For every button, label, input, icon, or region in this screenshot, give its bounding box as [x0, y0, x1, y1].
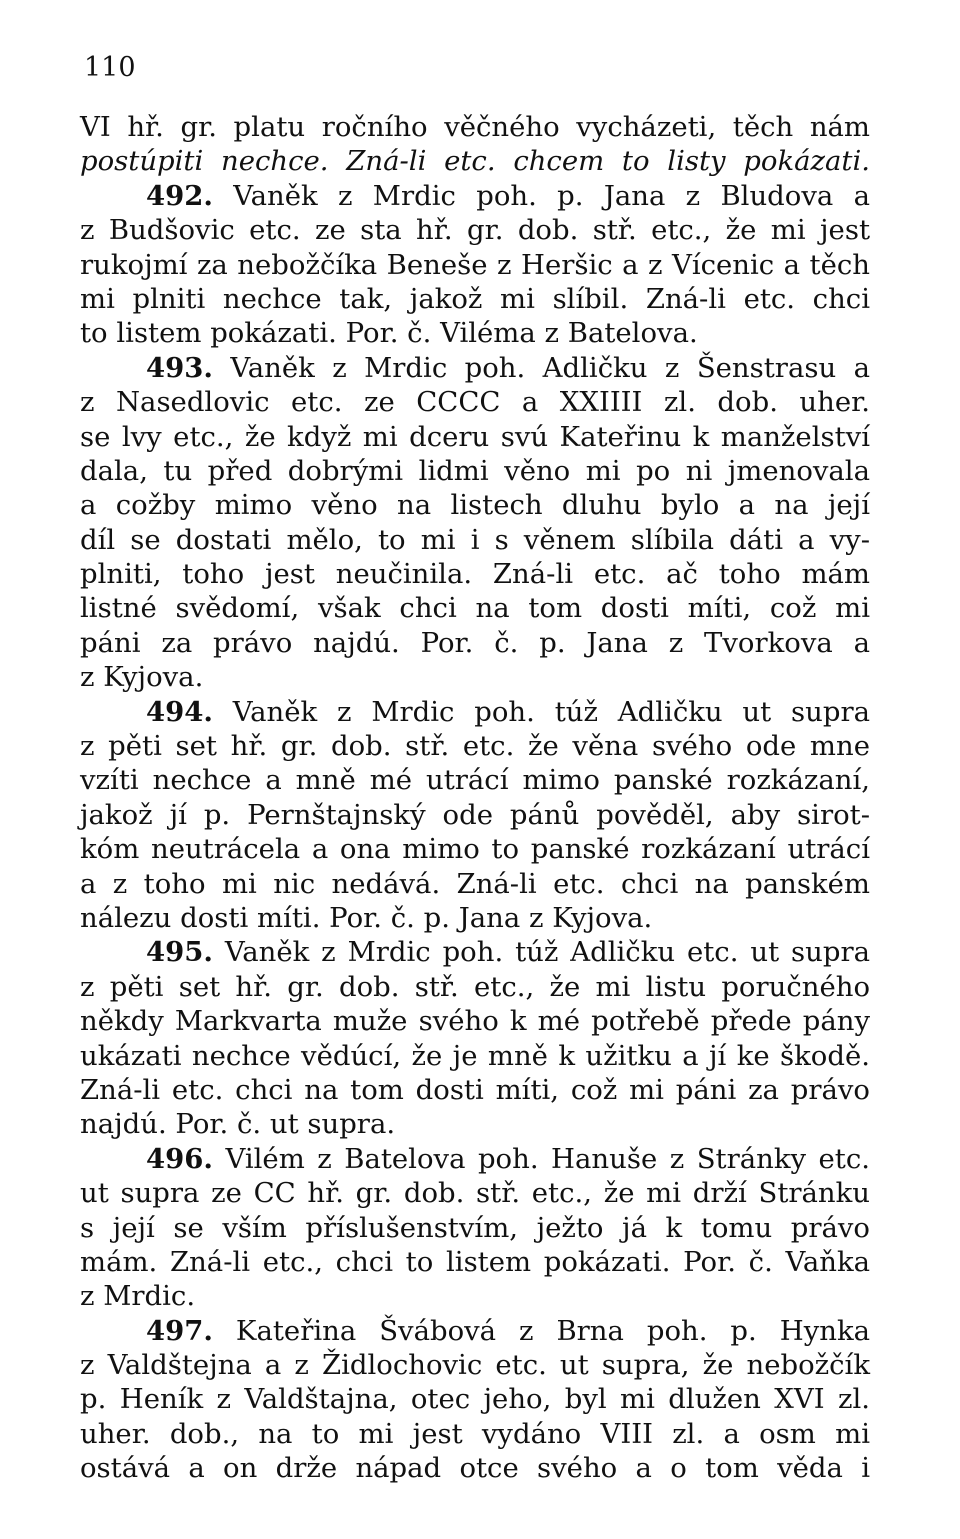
text-line: [80, 1039, 870, 1073]
line-text: a cožby mimo věno na listech dluhu bylo a na její: [80, 489, 870, 522]
line-text: p. Heník z Valdštajna, otec jeho, byl mi dlužen XVI zl.: [80, 1383, 870, 1416]
entry-number: 492.: [146, 179, 213, 212]
text-line: [80, 1451, 870, 1485]
line-text: Vilém z Batelova poh. Hanuše z Stránky etc.: [212, 1142, 870, 1175]
text-line: [80, 901, 870, 935]
text-line: [80, 316, 870, 350]
text-line: [80, 1176, 870, 1210]
line-text: listné svědomí, však chci na tom dosti míti, což mi: [80, 592, 870, 625]
text-line: [80, 523, 870, 557]
line-text: mám. Zná-li etc., chci to listem pokázati. Por. č. Vaňka: [80, 1245, 870, 1278]
line-text: mi plniti nechce tak, jakož mi slíbil. Zná-li etc. chci: [80, 282, 870, 315]
text-line: [80, 729, 870, 763]
text-line: [80, 660, 870, 694]
text-line: [80, 1314, 870, 1348]
line-text: z Valdštejna a z Židlochovic etc. ut supra, že nebožčík: [80, 1349, 870, 1382]
text-line: [80, 213, 870, 247]
text-line: [80, 626, 870, 660]
line-text: z Nasedlovic etc. ze CCCC a XXIIII zl. dob. uher.: [80, 386, 870, 419]
text-line: [80, 867, 870, 901]
line-text: z Budšovic etc. ze sta hř. gr. dob. stř. etc., že mi jest: [80, 214, 870, 247]
text-line: [80, 248, 870, 282]
text-line: [80, 488, 870, 522]
line-text: a z toho mi nic nedává. Zná-li etc. chci na panském: [80, 867, 870, 900]
text-line: [80, 557, 870, 591]
text-line: [80, 385, 870, 419]
text-line: [80, 1279, 870, 1313]
line-text: rukojmí za nebožčíka Beneše z Heršic a z Vícenic a těch: [80, 248, 870, 281]
text-line: [80, 695, 870, 729]
text-line: [80, 351, 870, 385]
line-text: Vaněk z Mrdic poh. p. Jana z Bludova a: [212, 179, 870, 212]
line-text: se lvy etc., že když mi dceru svú Kateřinu k manželství: [80, 420, 870, 453]
line-text: jakož jí p. Pernštajnský ode pánů pověděl, aby sirot-: [80, 798, 870, 831]
line-text: z Mrdic.: [80, 1280, 196, 1313]
line-text: Zná-li etc. chci na tom dosti míti, což mi páni za právo: [80, 1073, 870, 1106]
page-number: 110: [84, 52, 136, 83]
line-text: díl se dostati mělo, to mi i s věnem slíbila dáti a vy-: [80, 523, 870, 556]
text-line: [80, 935, 870, 969]
line-text: ukázati nechce vědúcí, že je mně k užitku a jí ke škodě.: [80, 1039, 870, 1072]
line-text: páni za právo najdú. Por. č. p. Jana z Tvorkova a: [80, 626, 870, 659]
text-line: [80, 1245, 870, 1279]
text-line: [80, 1004, 870, 1038]
text-line: [80, 591, 870, 625]
text-line: [80, 763, 870, 797]
line-text: Kateřina Švábová z Brna poh. p. Hynka: [212, 1314, 870, 1347]
line-text: s její se vším příslušenstvím, ježto já k tomu právo: [80, 1211, 870, 1244]
entry-number: 496.: [146, 1142, 213, 1175]
text-line: [80, 1107, 870, 1141]
text-line: [80, 282, 870, 316]
text-line: [80, 1348, 870, 1382]
line-text: ostává a on drže nápad otce svého a o tom věda i: [80, 1452, 870, 1485]
text-line: [80, 1073, 870, 1107]
line-text: to listem pokázati. Por. č. Viléma z Batelova.: [80, 317, 698, 350]
entry-number: 495.: [146, 936, 213, 969]
text-line: [80, 832, 870, 866]
line-text: kóm neutrácela a ona mimo to panské rozkázaní utrácí: [80, 833, 870, 866]
line-text: dala, tu před dobrými lidmi věno mi po ni jmenovala: [80, 454, 870, 487]
text-line: [80, 110, 870, 144]
text-line: [80, 1382, 870, 1416]
text-line: [80, 798, 870, 832]
line-text: vzíti nechce a mně mé utrácí mimo panské rozkázaní,: [80, 764, 870, 797]
text-line: [80, 1142, 870, 1176]
line-text: z pěti set hř. gr. dob. stř. etc., že mi listu poručného: [80, 970, 870, 1003]
line-text: ut supra ze CC hř. gr. dob. stř. etc., že mi drží Stránku: [80, 1177, 870, 1210]
text-line: [80, 454, 870, 488]
text-line: [80, 1211, 870, 1245]
line-text: plniti, toho jest neučinila. Zná-li etc. ač toho mám: [80, 558, 870, 591]
text-line: [80, 420, 870, 454]
entry-number: 493.: [146, 351, 213, 384]
line-text: postúpiti nechce. Zná-li etc. chcem to listy pokázati.: [80, 145, 870, 178]
line-text: někdy Markvarta muže svého k mé potřebě přede pány: [80, 1005, 870, 1038]
body-text: [80, 110, 870, 1486]
line-text: VI hř. gr. platu ročního věčného vycházeti, těch nám: [80, 111, 870, 143]
entry-number: 497.: [146, 1314, 213, 1347]
text-line: [80, 970, 870, 1004]
line-text: nálezu dosti míti. Por. č. p. Jana z Kyjova.: [80, 901, 653, 934]
line-text: uher. dob., na to mi jest vydáno VIII zl. a osm mi: [80, 1417, 870, 1450]
line-text: Vaněk z Mrdic poh. túž Adličku ut supra: [212, 695, 870, 728]
line-text: Vaněk z Mrdic poh. Adličku z Šenstrasu a: [212, 351, 870, 384]
line-text: Vaněk z Mrdic poh. túž Adličku etc. ut supra: [212, 936, 870, 969]
line-text: z Kyjova.: [80, 661, 204, 694]
text-line: [80, 144, 870, 178]
text-line: [80, 179, 870, 213]
line-text: z pěti set hř. gr. dob. stř. etc. že věna svého ode mne: [80, 730, 870, 763]
line-text: najdú. Por. č. ut supra.: [80, 1108, 396, 1141]
text-line: [80, 1417, 870, 1451]
entry-number: 494.: [146, 695, 213, 728]
